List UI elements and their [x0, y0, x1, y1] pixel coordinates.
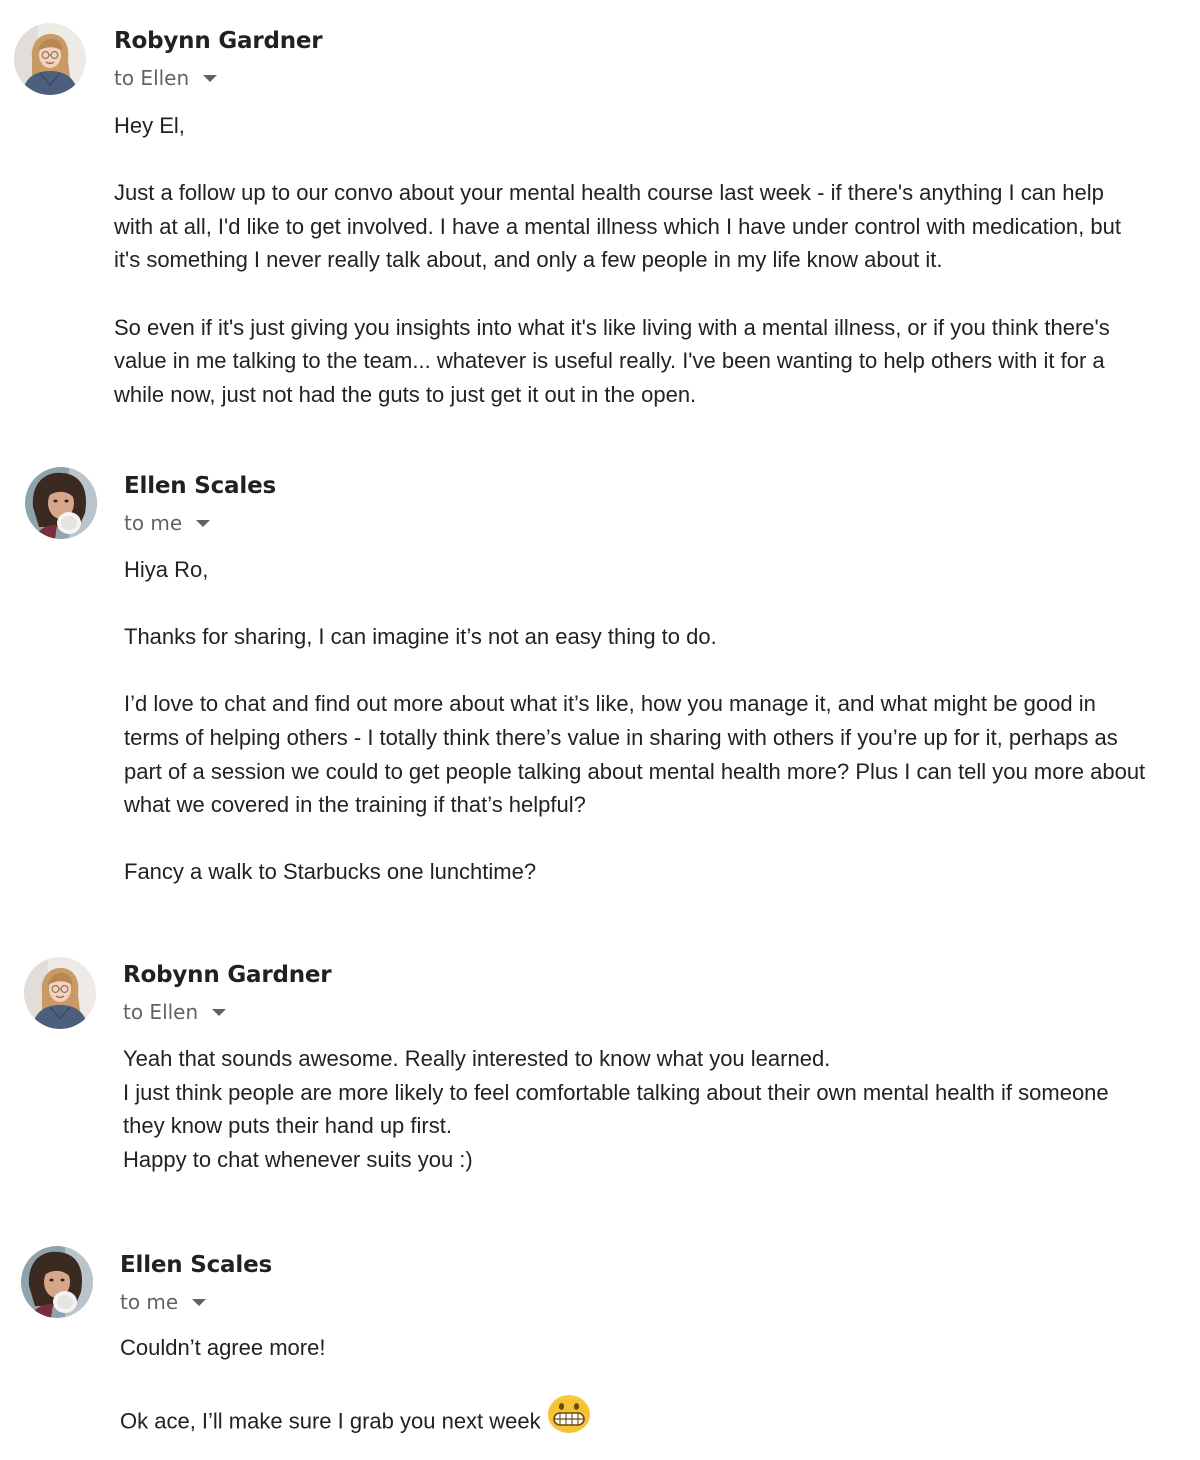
text-line: I just think people are more likely to feel comfortable talking about their own mental health if someone	[123, 1079, 1109, 1105]
sender-avatar[interactable]	[24, 957, 96, 1029]
paragraph	[114, 176, 1121, 277]
paragraph	[124, 687, 1145, 821]
sender-avatar[interactable]	[25, 467, 97, 539]
text-line: while now, just not had the guts to just get it out in the open.	[114, 381, 697, 407]
text-line: Fancy a walk to Starbucks one lunchtime?	[124, 859, 537, 885]
sender-name: Robynn Gardner	[114, 28, 323, 54]
text-fragment: Ok ace, I’ll make sure I grab you next week	[120, 1408, 541, 1434]
text-line: value in me talking to the team... whatever is useful really. I've been wanting to help others with it for a	[114, 348, 1105, 374]
text-line: they know puts their hand up first.	[123, 1113, 452, 1139]
paragraph	[114, 109, 1121, 143]
sender-name: Ellen Scales	[120, 1252, 272, 1278]
message-body	[114, 109, 1121, 411]
avatar-robynn-photo	[24, 957, 96, 1029]
text-line: Happy to chat whenever suits you :)	[123, 1146, 473, 1172]
avatar-ellen-photo	[21, 1246, 93, 1318]
paragraph	[123, 1042, 1109, 1176]
text-line: Couldn’t agree more!	[120, 1335, 326, 1360]
recipient-details-toggle[interactable]	[123, 1000, 226, 1024]
recipient-details-toggle[interactable]	[124, 511, 210, 535]
paragraph	[124, 855, 1145, 889]
text-line: Hiya Ro,	[124, 557, 209, 582]
sender-avatar[interactable]	[21, 1246, 93, 1318]
sender-avatar[interactable]	[14, 23, 86, 95]
message-body	[124, 553, 1145, 889]
grinning-face-emoji-icon	[547, 1394, 591, 1444]
text-line-with-emoji	[120, 1398, 591, 1448]
recipient-label: to me	[120, 1290, 179, 1314]
paragraph	[124, 553, 1145, 587]
chevron-down-icon[interactable]	[196, 520, 210, 527]
paragraph	[114, 311, 1121, 412]
recipient-label: to Ellen	[123, 1000, 199, 1024]
text-line: So even if it's just giving you insights into what it's like living with a mental illness, or if you think there's	[114, 314, 1110, 340]
text-line: Just a follow up to our convo about your mental health course last week - if there's anything I can help	[114, 180, 1104, 206]
sender-name: Robynn Gardner	[123, 962, 332, 988]
chevron-down-icon[interactable]	[212, 1009, 226, 1016]
text-line: Hey El,	[114, 113, 185, 138]
text-line: terms of helping others - I totally think there’s value in sharing with others if you’re up for it, perhaps as	[124, 724, 1118, 750]
avatar-ellen-photo	[25, 467, 97, 539]
paragraph	[120, 1398, 591, 1448]
chevron-down-icon[interactable]	[203, 75, 217, 82]
avatar-robynn-photo	[14, 23, 86, 95]
message-body	[120, 1331, 591, 1448]
message-body	[123, 1042, 1109, 1176]
recipient-label: to Ellen	[114, 66, 190, 90]
text-line: I’d love to chat and find out more about what it’s like, how you manage it, and what might be good in	[124, 691, 1096, 717]
text-line: what we covered in the training if that’s helpful?	[124, 792, 586, 818]
paragraph	[120, 1331, 591, 1365]
text-line: with at all, I'd like to get involved. I have a mental illness which I have under control with medication, but	[114, 213, 1121, 239]
recipient-label: to me	[124, 511, 183, 535]
chevron-down-icon[interactable]	[192, 1299, 206, 1306]
text-line: Yeah that sounds awesome. Really interested to know what you learned.	[123, 1046, 831, 1071]
text-line: it's something I never really talk about, and only a few people in my life know about it.	[114, 247, 943, 273]
recipient-details-toggle[interactable]	[120, 1290, 206, 1314]
recipient-details-toggle[interactable]	[114, 66, 217, 90]
paragraph	[124, 620, 1145, 654]
text-line: part of a session we could to get people talking about mental health more? Plus I can tell you more about	[124, 758, 1146, 784]
sender-name: Ellen Scales	[124, 473, 276, 499]
text-line: Thanks for sharing, I can imagine it’s not an easy thing to do.	[124, 624, 717, 650]
